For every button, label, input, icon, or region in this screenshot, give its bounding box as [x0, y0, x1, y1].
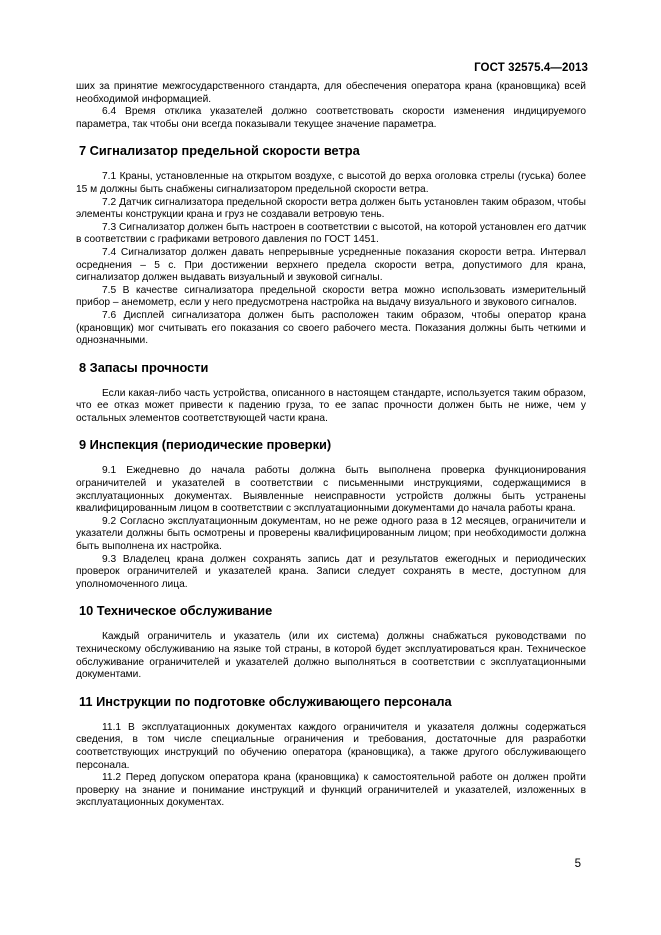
paragraph-7-6: 7.6 Дисплей сигнализатора должен быть расположен таким образом, чтобы оператор крана (крановщик) мог считывать его показания со своего рабочего места. Показания должны быть четкими и однозначными. [76, 309, 586, 347]
document-code: ГОСТ 32575.4—2013 [474, 62, 588, 74]
paragraph-9-3: 9.3 Владелец крана должен сохранять запись дат и результатов ежегодных и периодических проверок ограничителей и указателей крана. Записи следует сохранять в месте, доступном для уполномоченного лица. [76, 553, 586, 590]
paragraph-11-1: 11.1 В эксплуатационных документах каждого ограничителя и указателя должны содержаться сведения, в том числе специальные ограничения и требования, достаточные для разработки соответствующих инструкций по обучению оператора (крановщика), а также другого обслуживающего персонала. [76, 721, 586, 771]
section-10-title: 10 Техническое обслуживание [79, 603, 273, 619]
section-8-title: 8 Запасы прочности [79, 359, 209, 375]
paragraph-7-3: 7.3 Сигнализатор должен быть настроен в соответствии с высотой, на которой установлен его датчик в соответствии с графиками ветрового давления по ГОСТ 1451. [76, 221, 586, 246]
paragraph-9-2: 9.2 Согласно эксплуатационным документам, но не реже одного раза в 12 месяцев, ограничители и указатели должны быть осмотрены и проверены квалифицированным лицом; при необходимости должна быть выполнена их настройка. [76, 515, 586, 553]
paragraph-11-2: 11.2 Перед допуском оператора крана (крановщика) к самостоятельной работе он должен пройти проверку на знание и понимание инструкций и функций ограничителей и указателей, изложенных в эксплуатационных документах. [76, 772, 586, 809]
section-7-title: 7 Сигнализатор предельной скорости ветра [79, 143, 360, 159]
paragraph-6-4: 6.4 Время отклика указателей должно соответствовать скорости изменения индицируемого параметра, так чтобы они всегда показывали текущее значение параметра. [76, 106, 586, 130]
paragraph-7-4: 7.4 Сигнализатор должен давать непрерывные усредненные показания скорости ветра. Интервал осреднения – 5 с. При достижении верхнего предела скорости ветра, допустимого для крана, сигнализатор должен выдавать визуальный и звуковой сигналы. [76, 246, 586, 284]
paragraph-7-5: 7.5 В качестве сигнализатора предельной скорости ветра можно использовать измерительный прибор – анемометр, если у него предусмотрена настройка на выдачу визуального и звукового сигналов. [76, 284, 586, 309]
paragraph-10: Каждый ограничитель и указатель (или их система) должны снабжаться руководствами по техническому обслуживанию на языке той страны, в которой будет эксплуатироваться кран. Техническое обслуживание ограничителей и указателей должно выполняться в соответствии с эксплуатационными документами. [76, 631, 586, 681]
section-9-title: 9 Инспекция (периодические проверки) [79, 437, 332, 453]
page-number: 5 [574, 858, 581, 870]
paragraph-8: Если какая-либо часть устройства, описанного в настоящем стандарте, используется таким образом, что ее отказ может привести к падению груза, то ее запас прочности должен быть не ниже, чем у остальных элементов соответствующей части крана. [76, 387, 586, 424]
paragraph: ших за принятие межгосударственного стандарта, для обеспечения оператора крана (крановщика) всей необходимой информацией. [76, 81, 586, 105]
paragraph-7-2: 7.2 Датчик сигнализатора предельной скорости ветра должен быть установлен таким образом, чтобы элементы конструкции крана и груз не создавали ветровую тень. [76, 196, 586, 221]
section-11-title: 11 Инструкции по подготовке обслуживающего персонала [79, 693, 452, 709]
document-body [76, 81, 586, 810]
paragraph-9-1: 9.1 Ежедневно до начала работы должна быть выполнена проверка функционирования ограничителей и указателей в соответствии с письменными инструкциями, содержащимися в эксплуатационных документах. Выявленные неисправности устройств должны быть устранены квалифицированным лицом в соответствии с эксплуатационными документами до начала работы крана. [76, 465, 586, 515]
paragraph-7-1: 7.1 Краны, установленные на открытом воздухе, с высотой до верха оголовка стрелы (гуська) более 15 м должны быть снабжены сигнализатором предельной скорости ветра. [76, 171, 586, 195]
